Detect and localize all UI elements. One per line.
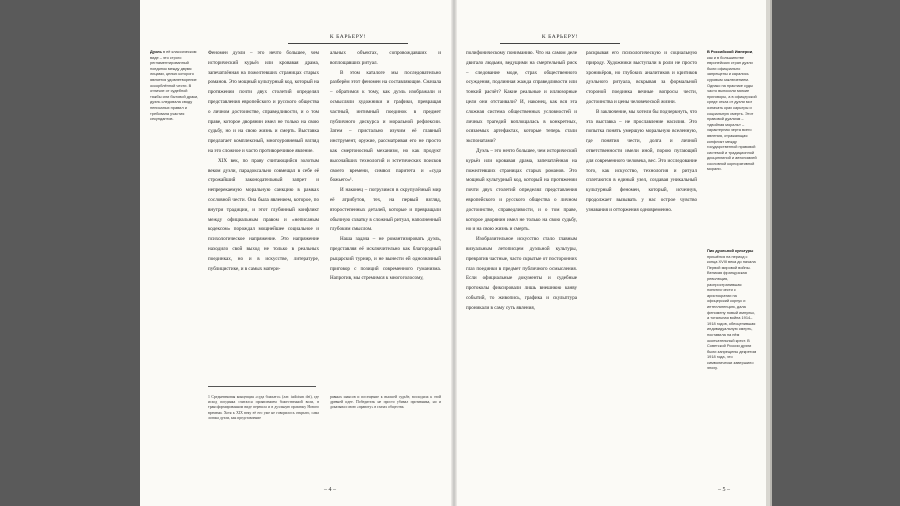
paragraph: полифоническому пониманию. Что на самом деле двигало людьми, ведущими на смертельный риск – следование моде, страх общественного осуждения, подлинная жажда справедливости или тонкий расчёт? Какие реальные и иллюзорные цели они отстаивали? И, наконец, как вся эта сложная система общественных условностей и личных трагедий воплощалась в конкретных, осязаемых артефактах, которые теперь стали экспонатами? xyxy=(466,50,577,145)
paragraph: Наша задача – не романтизировать дуэль, представляя её исключительно как благородный рыцарский турнир, и не вынести ей однозначный приговор с позиций современного гуманизма. Напротив, мы стремимся к многоголосому, xyxy=(330,236,441,282)
sidenote-empire xyxy=(707,49,757,172)
paragraph: Изобразительное искусство стало главным визуальным летописцем дуэльной культуры, превратив частные, часто скрытые от посторонних глаз поединки в предмет публичного осмысления. Если официальные документы и судебные протоколы фиксировали лишь внешнюю канву событий, то живопись, графика и скульптура проникали в саму суть явления, xyxy=(466,236,577,311)
page-number-left: – 4 – xyxy=(324,487,336,493)
book-spread xyxy=(140,0,768,506)
paragraph: В этом каталоге мы последовательно разберём этот феномен на составляющие. Сначала – обратимся к тому, как дуэль изображали и осмысляли художники и графики, превращая частный, интимный поединок в предмет публичного дискурса и моральной рефлексии. Затем – пристально изучим её главный инструмент, оружие, рассматривая его не просто как смертоносный механизм, но как продукт высочайших технологий и эстетических поисков своего времени, символ паритета и «суда божьего»¹. xyxy=(330,69,441,184)
page-number-right: – 5 – xyxy=(718,487,730,493)
footnote-1: 1 Средневековая концепция «суда божьего» (лат. iudicium dei), где исход поединка считался проявлением божественной воли, в трансформированном виде перешла и в дуэльную практику Нового времени. Хотя к XIX веку её его уже не говорилось открыто, сама логика дуэли, как представление xyxy=(208,395,319,420)
left-column-2 xyxy=(330,49,441,284)
left-column-1 xyxy=(208,49,319,274)
running-head-left: К БАРЬЕРУ! xyxy=(278,34,418,44)
sidenote-text: в её классическом виде – это строго регламентированный поединок между двумя лицами, целью которого является удовлетворение оскорблённой чести. В отличие от судебной тяжбы или бытовой драки, дуэль следовала своду неписаных правил и требовала участия секундантов. xyxy=(150,49,199,122)
right-page xyxy=(454,0,768,506)
sidenote-bold: В Российской Империи xyxy=(707,49,753,54)
right-column-2 xyxy=(586,49,697,216)
sidenote-bold: Пик дуэльной культуры xyxy=(707,248,754,253)
right-column-1 xyxy=(466,49,577,314)
footnote-1-continued: равных шансов и посещение к высшей судьбе, восходила к этой древней идее. Победитель не просто убивал противника, но и доказывал свою «правоту» в глазах общества. xyxy=(330,395,441,410)
paragraph: XIX век, по праву считающийся золотым веком дуэли, парадоксально совмещал в себе её строжайший законодательный запрет и непререкаемую моральную санкцию в рамках сословной чести. Она была явлением, которое, по внутри традиции, и этот глубинный конфликт между официальным правом и «неписаным кодексом» порождал мощнейшее социальное и психологическое напряжение. Это напряжение находило свой выход не только в реальных поединках, но и в искусстве, литературе, публицистике, и в самых матери- xyxy=(208,157,319,272)
page-edge-shadow xyxy=(770,0,772,506)
paragraph: раскрывая его психологическую и социальную природу. Художники выступали в роли не просто хроникёров, но глубоких аналитиков и критиков дуэльного ритуала, вскрывая за формальной стороной поединка вечные вопросы чести, достоинства и цены человеческой жизни. xyxy=(586,50,697,105)
running-head-right: К БАРЬЕРУ! xyxy=(490,34,630,44)
paragraph: В заключение, мы хотели бы подчеркнуть, что эта выставка – не прославление насилия. Это попытка понять умершую моральную вселенную, где понятия чести, долга и личной ответственности имели иной, порою пугающий для современного человека, вес. Это исследование того, как искусство, технология и ритуал сплетаются в единый узел, создавая уникальный культурный феномен, который, исчезнув, продолжает вызывать у нас острое чувство узнавания и отторжения одновременно. xyxy=(586,108,697,213)
sidenote-duel xyxy=(150,49,200,122)
sidenote-peak xyxy=(707,248,757,371)
footnote-rule xyxy=(208,386,316,387)
left-page xyxy=(140,0,454,506)
sidenote-bold: Дуэль xyxy=(150,49,162,54)
paragraph: И наконец – погрузимся в скрупулёзный мир её атрибутов, тех, на первый взгляд, второстепенных деталей, которые и превращали обычную схватку в сложный ритуал, наполненный глубоким смыслом. xyxy=(330,187,441,233)
paragraph: Дуэль – это нечто большее, чем исторический курьёз или кровавая драма, запечатлённая на пожелтевших страницах старых романов. Это мощный культурный код, который на протяжении почти двух столетий определял представления европейского и русского общества о личном достоинстве, справедливости, и о том праве, которое дворянин имел не только на свою судьбу, но и на свою жизнь и смерть. xyxy=(466,147,577,233)
sidenote-text: пришёлся на период с конца XVIII века до начала Первой мировой войны. Великая французская революция, распространившая понятия чести с аристократии на офицерский корпус и интеллигенцию, дала феномену новый импульс, а тотальная война 1914–1918 годов, обесценившая индивидуальную смерть, поставила на нём окончательный крест. В Советской России дуэли были запрещены декретом 1918 года, что символически завершило эпоху. xyxy=(707,253,757,371)
sidenote-text: , как и в большинстве европейских стран дуэли были официально запрещены и карались суровым заключением. Однако на практике суды часто выносили мягкие приговоры, а в офицерской среде отказ от дуэли мог означать крах карьеры и социальную смерть. Этот правовой дуализм – «двойная мораль» – характерная черта всего явления, отражающая конфликт между государственной правовой системой и традиционной дисциплиной и автономией сословной корпоративной морали. xyxy=(707,49,757,172)
paragraph: Феномен дуэли – это нечто большее, чем исторический курьёз или кровавая драма, запечатлённая на пожелтевших страницах старых романов. Это мощный культурный код, который на протяжении почти двух столетий определял представления европейского и русского общества о личном достоинстве, справедливости, и о том праве, которое дворянин имел не только на свою судьбу, но и на свою жизнь и смерть. Выставка предлагает комплексный, многоуровневый взгляд на это сложное и часто противоречивое явление. xyxy=(208,50,319,154)
paragraph: альных объектах, сопровождавших и воплощавших ритуал. xyxy=(330,50,441,66)
